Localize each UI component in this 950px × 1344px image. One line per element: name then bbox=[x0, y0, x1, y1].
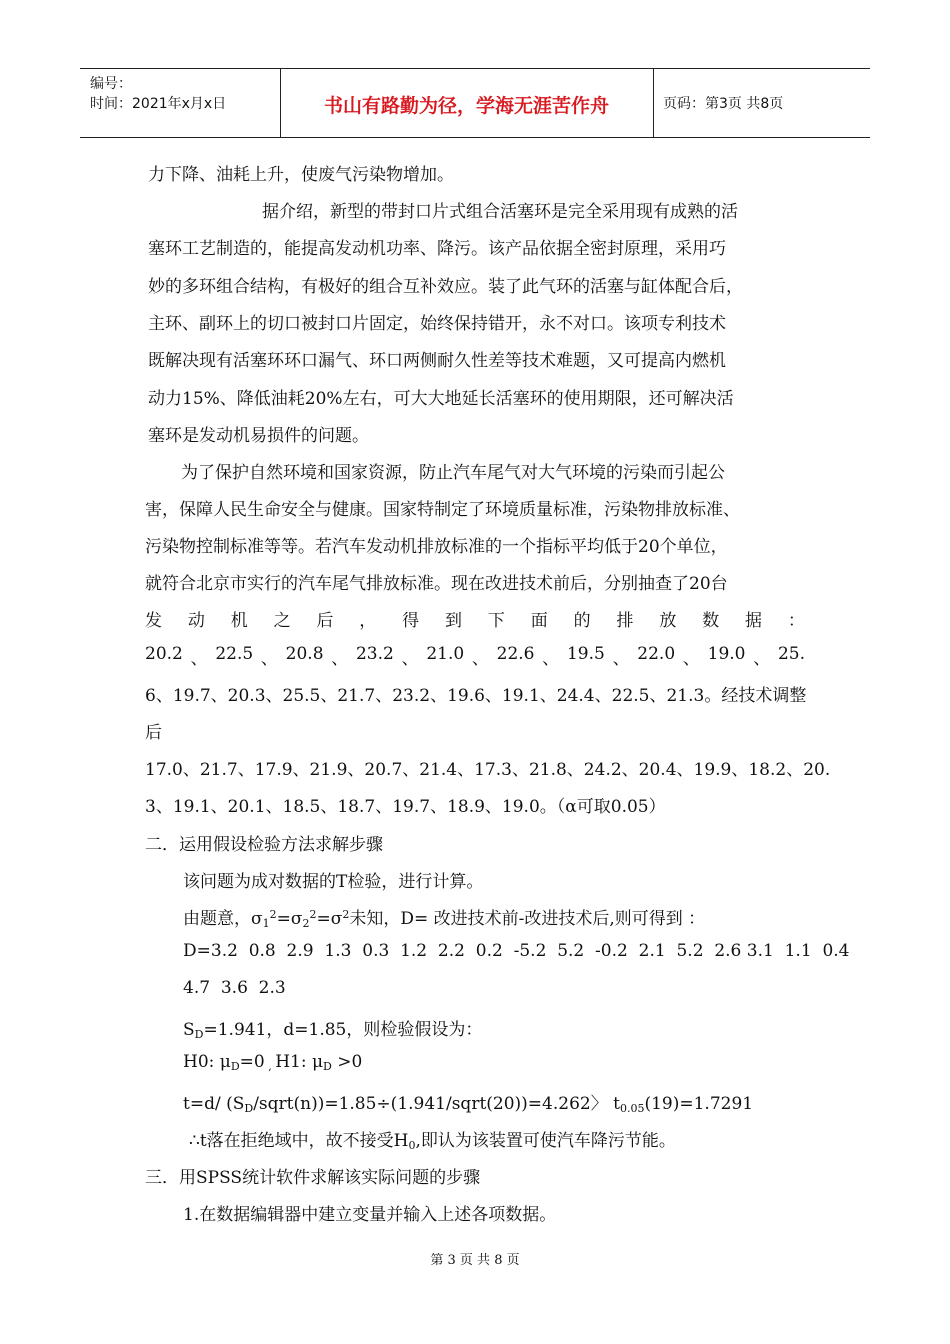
text-token: 20.2 bbox=[145, 644, 183, 664]
justified-line bbox=[145, 606, 805, 631]
subscript: D bbox=[194, 1028, 204, 1041]
difference-values-line: 4.7 3.6 2.3 bbox=[183, 978, 286, 998]
header-page-cell bbox=[653, 69, 870, 137]
header-motto: 书山有路勤为径，学海无涯苦作舟 bbox=[323, 95, 609, 117]
text-line: 1.在数据编辑器中建立变量并输入上述各项数据。 bbox=[183, 1205, 557, 1225]
text-span: ,即认为该装置可使汽车降污节能。 bbox=[415, 1131, 676, 1151]
text-line: 动力15%、降低油耗20%左右，可大大地延长活塞环的使用期限，还可解决活 bbox=[148, 389, 734, 409]
text-span: /sqrt(n))=1.85÷(1.941/sqrt(20))=4.262〉 bbox=[253, 1094, 608, 1114]
text-span: =0 bbox=[239, 1052, 265, 1072]
text-token: 得 bbox=[402, 611, 420, 631]
section-two-heading: 二．运用假设检验方法求解步骤 bbox=[145, 835, 383, 855]
text-line: 塞环是发动机易损件的问题。 bbox=[148, 426, 369, 446]
text-token: 据 bbox=[745, 611, 763, 631]
header-left-cell bbox=[80, 69, 281, 137]
text-line: 妙的多环组合结构，有极好的组合互补效应。装了此气环的活塞与缸体配合后， bbox=[148, 277, 743, 297]
text-token: 排 bbox=[616, 611, 634, 631]
data-line-after: 3、19.1、20.1、18.5、18.7、19.7、18.9、19.0。（α可取0.05） bbox=[145, 797, 666, 817]
text-token: 22.6 bbox=[496, 644, 535, 664]
text-token: 、 bbox=[471, 649, 489, 669]
text-token: 发 bbox=[145, 611, 162, 631]
text-line: 既解决现有活塞环环口漏气、环口两侧耐久性差等技术难题，又可提高内燃机 bbox=[148, 351, 726, 371]
text-span: t bbox=[607, 1094, 620, 1114]
sd-line bbox=[183, 1015, 482, 1041]
difference-values-line: D=3.2 0.8 2.9 1.3 0.3 1.2 2.2 0.2 -5.2 5.2 -0.2 2.1 5.2 2.6 3.1 1.1 0.4 bbox=[183, 941, 850, 961]
hypothesis-line bbox=[183, 1052, 362, 1073]
page-footer: 第 3 页 共 8 页 bbox=[430, 1253, 520, 1268]
data-line-before bbox=[145, 644, 805, 669]
text-line: 力下降、油耗上升，使废气污染物增加。 bbox=[148, 165, 454, 185]
header-motto-cell bbox=[280, 69, 654, 137]
superscript: 2 bbox=[342, 908, 350, 921]
text-span: H1: μ bbox=[275, 1052, 324, 1072]
text-line: 后 bbox=[145, 723, 162, 743]
superscript: 2 bbox=[269, 908, 277, 921]
text-span: ∴t落在拒绝域中，故不接受H bbox=[189, 1131, 409, 1151]
text-span: 未知，D= 改进技术前-改进技术后,则可得到 ： bbox=[349, 909, 706, 929]
header-page-info: 页码：第3页 共8页 bbox=[663, 96, 784, 112]
text-token: 到 bbox=[445, 611, 463, 631]
text-token: 19.5 bbox=[566, 644, 605, 664]
text-token: 19.0 bbox=[707, 644, 746, 664]
conclusion-line bbox=[189, 1126, 676, 1152]
page-header bbox=[80, 68, 870, 138]
subscript: 1 bbox=[262, 917, 270, 930]
subscript: 0.05 bbox=[619, 1102, 645, 1115]
text-token: 、 bbox=[612, 649, 630, 669]
text-span: =σ bbox=[316, 909, 343, 929]
text-line: 害，保障人民生命安全与健康。国家特制定了环境质量标准，污染物排放标准、 bbox=[145, 500, 740, 520]
text-token: ： bbox=[787, 611, 805, 631]
paragraph-start: 据介绍，新型的带封口片式组合活塞环是完全采用现有成熟的活 bbox=[262, 202, 738, 222]
data-line-before: 6、19.7、20.3、25.5、21.7、23.2、19.6、19.1、24.4、22.5、21.3。经技术调整 bbox=[145, 686, 807, 706]
text-token: 23.2 bbox=[355, 644, 394, 664]
text-token: 20.8 bbox=[285, 644, 324, 664]
text-token: 机 bbox=[230, 611, 248, 631]
text-token: 动 bbox=[187, 611, 205, 631]
text-span: H0: μ bbox=[183, 1052, 231, 1072]
data-line-after: 17.0、21.7、17.9、21.9、20.7、21.4、17.3、21.8、24.2、20.4、19.9、18.2、20. bbox=[145, 760, 831, 780]
document-number-label: 编号： bbox=[90, 76, 132, 92]
text-token: 放 bbox=[659, 611, 677, 631]
text-token: 25. bbox=[777, 644, 805, 664]
text-token: 下 bbox=[487, 611, 505, 631]
text-token: 、 bbox=[401, 649, 419, 669]
text-span: 由题意，σ bbox=[183, 909, 263, 929]
text-token: 22.5 bbox=[215, 644, 254, 664]
text-span: (19)=1.7291 bbox=[644, 1094, 754, 1114]
text-line: 就符合北京市实行的汽车尾气排放标准。现在改进技术前后，分别抽查了20台 bbox=[145, 574, 728, 594]
subscript: 0 bbox=[408, 1139, 416, 1152]
text-span: S bbox=[183, 1020, 195, 1040]
text-line: 污染物控制标准等等。若汽车发动机排放标准的一个指标平均低于20个单位， bbox=[145, 537, 728, 557]
superscript: 2 bbox=[309, 908, 317, 921]
document-date-label: 时间：2021年x月x日 bbox=[90, 96, 227, 112]
text-token: 之 bbox=[273, 611, 291, 631]
text-token: 面 bbox=[530, 611, 548, 631]
text-span: t=d/ (S bbox=[183, 1094, 245, 1114]
text-span: =1.941，d=1.85，则检验假设为： bbox=[203, 1020, 483, 1040]
assumption-line bbox=[183, 904, 705, 930]
text-token: 、 bbox=[331, 649, 349, 669]
text-token: 、 bbox=[190, 649, 208, 669]
text-line: 主环、副环上的切口被封口片固定，始终保持错开，永不对口。该项专利技术 bbox=[148, 314, 726, 334]
text-token: 后 bbox=[316, 611, 334, 631]
text-token: 、 bbox=[260, 649, 278, 669]
subscript: , bbox=[264, 1060, 276, 1073]
subscript: D bbox=[230, 1060, 240, 1073]
text-token: 21.0 bbox=[426, 644, 465, 664]
text-span: =σ bbox=[276, 909, 303, 929]
subscript: 2 bbox=[302, 917, 310, 930]
subscript: D bbox=[323, 1060, 332, 1073]
text-token: 、 bbox=[682, 649, 700, 669]
t-statistic-line bbox=[183, 1089, 753, 1115]
subscript: D bbox=[244, 1102, 254, 1115]
text-token: 22.0 bbox=[637, 644, 676, 664]
text-token: 、 bbox=[753, 649, 771, 669]
text-span: >0 bbox=[331, 1052, 363, 1072]
text-token: 、 bbox=[542, 649, 560, 669]
text-line: 该问题为成对数据的T检验，进行计算。 bbox=[183, 872, 484, 892]
text-token: ， bbox=[359, 611, 377, 631]
paragraph-start: 为了保护自然环境和国家资源，防止汽车尾气对大气环境的污染而引起公 bbox=[181, 463, 725, 483]
section-three-heading: 三．用SPSS统计软件求解该实际问题的步骤 bbox=[145, 1168, 481, 1188]
text-line: 塞环工艺制造的，能提高发动机功率、降污。该产品依据全密封原理，采用巧 bbox=[148, 239, 726, 259]
text-token: 的 bbox=[573, 611, 591, 631]
text-token: 数 bbox=[702, 611, 720, 631]
